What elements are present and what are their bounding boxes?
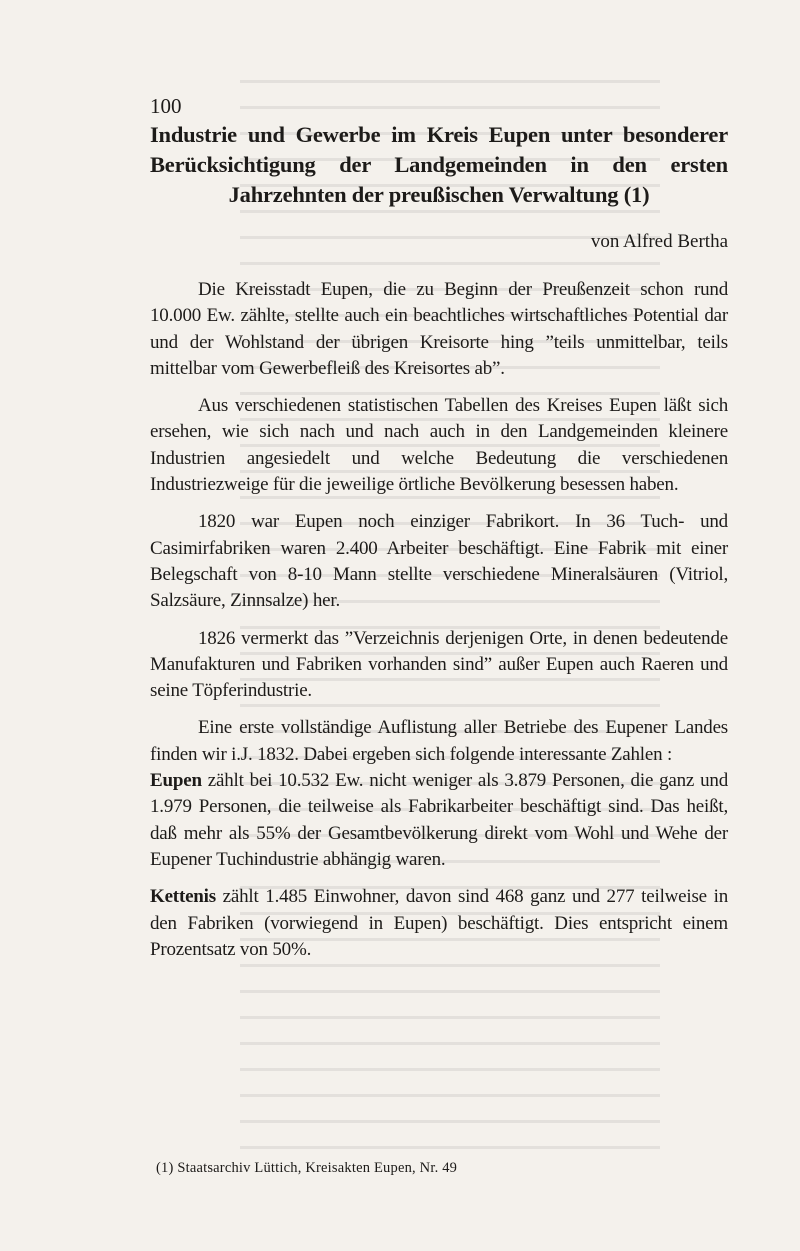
kettenis-text: zählt 1.485 Einwohner, davon sind 468 ganz und 277 teilweise in den Fabriken (vorwiegend in Eupen) beschäftigt. Dies entspricht einem Prozentsatz von 50%. bbox=[150, 886, 728, 960]
paragraph-1: Die Kreisstadt Eupen, die zu Beginn der Preußenzeit schon rund 10.000 Ew. zählte, stellte auch ein beachtliches wirtschaftliches Potential dar und der Wohlstand der übrigen Kreisorte hing ”teils unmittelbar, teils mittelbar vom Gewerbefleiß des Kreisortes ab”. bbox=[150, 279, 728, 379]
paragraph-5: Eine erste vollständige Auflistung aller Betriebe des Eupener Landes finden wir i.J. 1832. Dabei ergeben sich folgende interessante Zahlen : bbox=[150, 717, 728, 765]
paragraph-kettenis bbox=[150, 884, 728, 963]
paragraph-4: 1826 vermerkt das ”Verzeichnis derjenigen Orte, in denen bedeutende Manufakturen und Fabriken vorhanden sind” außer Eupen auch Raeren und seine Töpferindustrie. bbox=[150, 627, 728, 702]
paragraph-eupen bbox=[150, 768, 728, 873]
author-line: von Alfred Bertha bbox=[590, 231, 728, 252]
paragraph-3: 1820 war Eupen noch einziger Fabrikort. In 36 Tuch- und Casimirfabriken waren 2.400 Arbeiter beschäftigt. Eine Fabrik mit einer Belegschaft von 8-10 Mann stellte verschiedene Mineralsäuren (Vitriol, Salzsäure, Zinnsalze) her. bbox=[150, 511, 728, 612]
kettenis-label: Kettenis bbox=[150, 886, 216, 908]
eupen-label: Eupen bbox=[150, 770, 202, 792]
footnote: (1) Staatsarchiv Lüttich, Kreisakten Eupen, Nr. 49 bbox=[156, 1160, 458, 1176]
article-title: Industrie und Gewerbe im Kreis Eupen unter besonderer Berücksichtigung der Landgemeinden in den ersten Jahrzehnten der preußischen Verwaltung (1) bbox=[150, 122, 728, 207]
paragraph-2: Aus verschiedenen statistischen Tabellen des Kreises Eupen läßt sich ersehen, wie sich nach und nach auch in den Landgemeinden kleinere Industrien angesiedelt und welche Bedeutung die verschiedenen Industriezweige für die jeweilige örtliche Bevölkerung besessen haben. bbox=[150, 395, 728, 496]
main-text-column bbox=[150, 94, 728, 963]
page-number: 100 bbox=[150, 94, 182, 118]
eupen-text: zählt bei 10.532 Ew. nicht weniger als 3.879 Personen, die ganz und 1.979 Personen, die teilweise als Fabrikarbeiter beschäftigt sind. Das heißt, daß mehr als 55% der Gesamtbevölkerung direkt vom Wohl und Wehe der Eupener Tuchindustrie abhängig waren. bbox=[150, 770, 728, 870]
